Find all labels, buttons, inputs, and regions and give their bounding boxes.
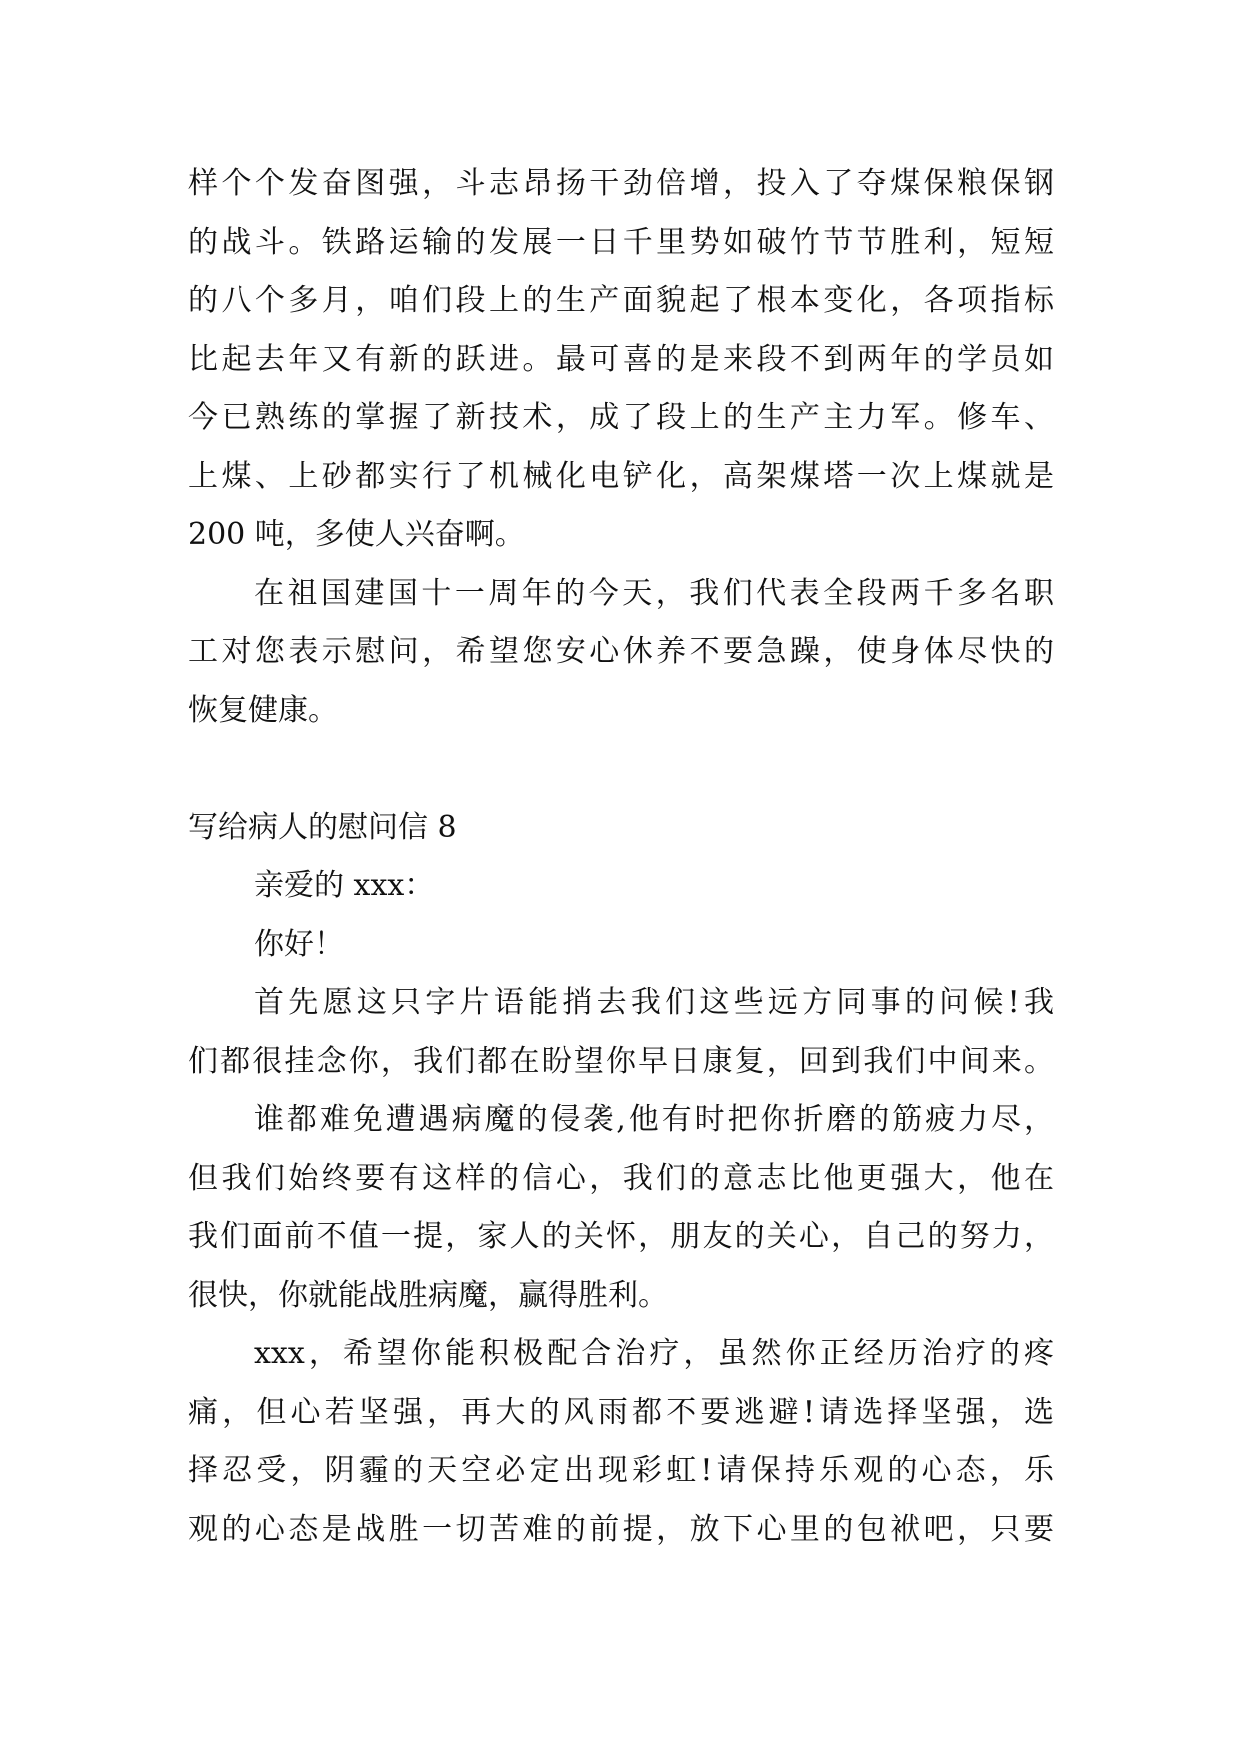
- text-line: 谁都难免遭遇病魔的侵袭,他有时把你折磨的筋疲力尽，: [254, 1102, 1054, 1137]
- greeting: 你好！: [254, 926, 344, 962]
- salutation: 亲爱的 xxx：: [254, 868, 435, 903]
- paragraph: [188, 1091, 1054, 1325]
- paragraph: [188, 974, 1054, 1091]
- text-line: 很快，你就能战胜病魔，赢得胜利。: [188, 1277, 668, 1313]
- paragraph: [188, 1325, 1054, 1559]
- text-line: 们都很挂念你，我们都在盼望你早日康复，回到我们中间来。: [188, 1043, 1054, 1079]
- text-line: 我们面前不值一提，家人的关怀，朋友的关心，自己的努力，: [188, 1219, 1054, 1254]
- text-line: 200 吨，多使人兴奋啊。: [188, 517, 525, 552]
- text-line: 观的心态是战胜一切苦难的前提，放下心里的包袱吧，只要: [188, 1511, 1054, 1547]
- blank-line: [188, 740, 1054, 799]
- document-body: [188, 155, 1054, 1559]
- text-line: 的八个多月，咱们段上的生产面貌起了根本变化，各项指标: [188, 283, 1054, 318]
- letter-title: 写给病人的慰问信 8: [188, 809, 457, 845]
- text-line: 工对您表示慰问，希望您安心休养不要急躁，使身体尽快的: [188, 634, 1054, 669]
- text-line: 比起去年又有新的跃进。最可喜的是来段不到两年的学员如: [188, 341, 1054, 377]
- text-line: 在祖国建国十一周年的今天，我们代表全段两千多名职: [254, 575, 1054, 611]
- text-line: 今已熟练的掌握了新技术，成了段上的生产主力军。修车、: [188, 400, 1054, 435]
- text-line: 上煤、上砂都实行了机械化电铲化，高架煤塔一次上煤就是: [188, 458, 1054, 494]
- text-line: xxx，希望你能积极配合治疗，虽然你正经历治疗的疼: [254, 1336, 1054, 1371]
- paragraph: [188, 565, 1054, 741]
- text-line: 恢复健康。: [188, 692, 338, 728]
- text-line: 首先愿这只字片语能捎去我们这些远方同事的问候!我: [254, 985, 1054, 1020]
- text-line: 但我们始终要有这样的信心，我们的意志比他更强大，他在: [188, 1160, 1054, 1196]
- text-line: 样个个发奋图强，斗志昂扬干劲倍增，投入了夺煤保粮保钢: [188, 166, 1054, 201]
- paragraph: [188, 155, 1054, 565]
- text-line: 的战斗。铁路运输的发展一日千里势如破竹节节胜利，短短: [188, 224, 1054, 260]
- text-line: 择忍受，阴霾的天空必定出现彩虹!请保持乐观的心态，乐: [188, 1453, 1054, 1488]
- text-line: 痛，但心若坚强，再大的风雨都不要逃避!请选择坚强，选: [188, 1394, 1054, 1430]
